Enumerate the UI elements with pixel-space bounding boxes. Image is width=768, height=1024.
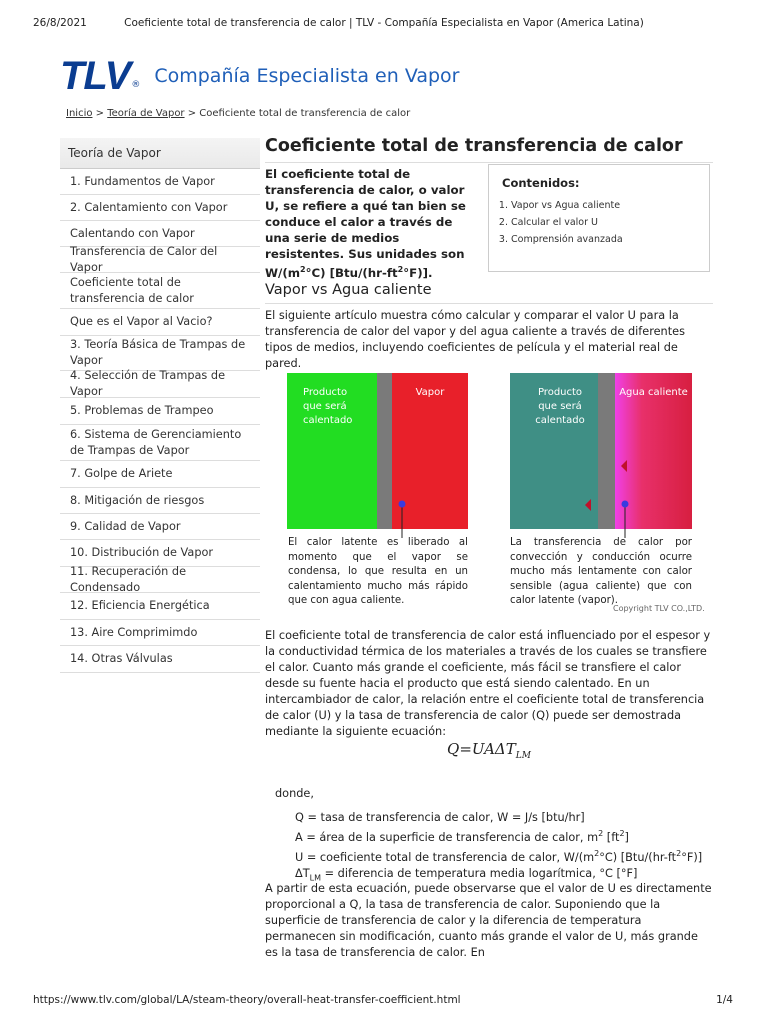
section-heading: Vapor vs Agua caliente	[265, 282, 713, 304]
breadcrumb-separator: >	[95, 108, 108, 119]
print-page-number: 1/4	[716, 994, 733, 1006]
marker-dot-left	[399, 501, 406, 508]
sidebar-item[interactable]: 13. Aire Comprimimdo	[60, 620, 260, 646]
figure-caption-right: La transferencia de calor por convección y conducción ocurre mucho más lentamente con calor sensible (agua caliente) que con calor latente (vapor).	[510, 537, 692, 606]
marker-dot-right	[622, 501, 629, 508]
sidebar-item[interactable]: 12. Eficiencia Energética	[60, 593, 260, 620]
breadcrumb-steam-theory-link[interactable]: Teoría de Vapor	[107, 108, 185, 119]
definition-q: Q = tasa de transferencia de calor, W = J/s [btu/hr]	[295, 811, 585, 824]
definition-a: A = área de la superficie de transferencia de calor, $m^2$ $[ft^2]$	[295, 829, 629, 844]
definition-dt: $\Delta T_{LM}$ = diferencia de temperatura media logarítmica, °C [°F]	[295, 866, 638, 882]
definition-u: U = coeficiente total de transferencia de calor, $W/(m^2^\circ C)$ $[Btu/(hr-ft^2^\circ F)]$	[295, 848, 703, 864]
paragraph: El coeficiente total de transferencia de calor está influenciado por el espesor y la conductividad térmica de los materiales a través de los cuales se transfiere el calor. Cuanto más grande el coeficiente, más fácil se transfiere el calor desde su fuente hacia el producto que está siendo calentado. En un intercambiador de calor, la relación entre el coeficiente total de transferencia de calor (U) y la tasa de transferencia de calor (Q) puede ser demostrada mediante la siguiente ecuación:	[265, 629, 711, 738]
sidebar-item[interactable]: 3. Teoría Básica de Trampas de Vapor	[60, 336, 260, 371]
wall-left	[377, 373, 392, 529]
sidebar-heading[interactable]: Teoría de Vapor	[60, 138, 260, 169]
site-logo[interactable]	[60, 56, 460, 96]
panel-label: Vapor	[415, 387, 445, 398]
sidebar-item[interactable]: 4. Selección de Trampas de Vapor	[60, 371, 260, 398]
paragraph: A partir de esta ecuación, puede observarse que el valor de U es directamente proporcional a Q, la tasa de transferencia de calor. Suponiendo que la superficie de transferencia de calor y la diferencia de temperatura permanecen sin modificación, cuanto más grande el valor de U, más grande es la tasa de transferencia de calor. En	[265, 882, 712, 959]
tlv-logo-mark: TLV	[60, 54, 131, 98]
sidebar-item[interactable]: Coeficiente total de transferencia de calor	[60, 273, 260, 309]
panel-label: Producto que será calentado	[535, 387, 585, 426]
sidebar-item[interactable]: 14. Otras Válvulas	[60, 646, 260, 673]
toc-item[interactable]: 3. Comprensión avanzada	[511, 231, 623, 248]
sidebar-item[interactable]: 8. Mitigación de riesgos	[60, 488, 260, 514]
wall-right	[598, 373, 615, 529]
breadcrumb-separator: >	[187, 108, 200, 119]
paragraph: El siguiente artículo muestra cómo calcular y comparar el valor U para la transferencia de calor del vapor y del agua caliente a través de diferentes tipos de medios, incluyendo coeficientes de película y el material real de pared.	[265, 309, 685, 370]
toc-item[interactable]: 1. Vapor vs Agua caliente	[511, 197, 623, 214]
toc-item[interactable]: 2. Calcular el valor U	[511, 214, 623, 231]
table-of-contents	[488, 164, 710, 272]
sidebar-item[interactable]: 7. Golpe de Ariete	[60, 461, 260, 488]
sidebar-item[interactable]: 5. Problemas de Trampeo	[60, 398, 260, 425]
toc-title: Contenidos:	[502, 176, 580, 190]
sidebar-item[interactable]: 11. Recuperación de Condensado	[60, 567, 260, 593]
print-header	[0, 0, 768, 40]
panel-label: Producto que será calentado	[303, 387, 353, 426]
sidebar-item[interactable]: Que es el Vapor al Vacio?	[60, 309, 260, 336]
sidebar-item[interactable]: 9. Calidad de Vapor	[60, 514, 260, 540]
copyright-text: Copyright TLV CO.,LTD.	[613, 604, 705, 613]
sidebar-item[interactable]: Calentando con Vapor	[60, 221, 260, 247]
donde-label: donde,	[275, 787, 314, 800]
print-page-title: Coeficiente total de transferencia de calor | TLV - Compañía Especialista en Vapor (America Latina)	[124, 17, 644, 29]
breadcrumb	[66, 108, 410, 119]
intro-paragraph: El coeficiente total de transferencia de calor, o valor U, se refiere a qué tan bien se conduce el calor a través de una serie de medios resistentes. Sus unidades son $W/(m^2^\circ C)$ $[Btu/(hr-ft^2^\circ F)]$.	[265, 167, 466, 280]
figure-caption-left: El calor latente es liberado al momento que el vapor se condensa, lo que resulta en un calentamiento mucho más rápido que con agua caliente.	[288, 537, 468, 606]
breadcrumb-current: Coeficiente total de transferencia de calor	[199, 108, 411, 119]
print-url: https://www.tlv.com/global/LA/steam-theory/overall-heat-transfer-coefficient.html	[33, 994, 461, 1006]
page-title: Coeficiente total de transferencia de calor	[265, 136, 713, 163]
sidebar-item[interactable]: 1. Fundamentos de Vapor	[60, 169, 260, 195]
panel-label: Agua caliente	[619, 387, 688, 398]
sidebar-item[interactable]: Transferencia de Calor del Vapor	[60, 247, 260, 273]
sidebar-item[interactable]: 6. Sistema de Gerenciamiento de Trampas de Vapor	[60, 425, 260, 461]
logo-tagline: Compañía Especialista en Vapor	[154, 65, 460, 87]
registered-mark: ®	[131, 80, 141, 90]
breadcrumb-home-link[interactable]: Inicio	[66, 108, 93, 119]
equation: $Q=UA\Delta T_{LM}$	[447, 740, 531, 761]
sidebar-nav	[60, 138, 260, 673]
sidebar-item[interactable]: 2. Calentamiento con Vapor	[60, 195, 260, 221]
sidebar-item[interactable]: 10. Distribución de Vapor	[60, 540, 260, 567]
comparison-figure	[265, 370, 713, 618]
print-date: 26/8/2021	[33, 17, 87, 29]
variable-definitions	[295, 810, 702, 886]
